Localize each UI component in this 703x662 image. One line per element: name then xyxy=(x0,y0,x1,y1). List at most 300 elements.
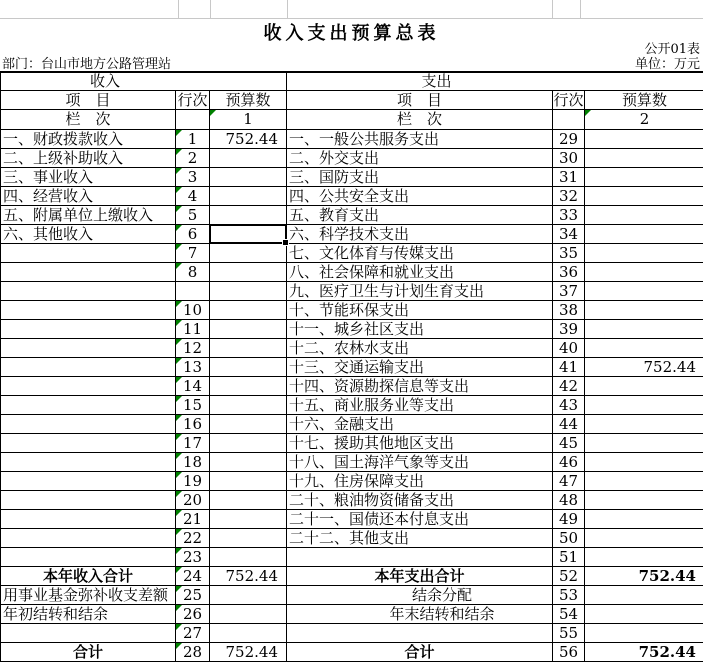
comment-indicator-icon xyxy=(176,529,182,535)
cell-expense-line-no[interactable] xyxy=(553,415,585,434)
cell-income-line-no[interactable] xyxy=(176,263,210,282)
cell-income-line-no[interactable] xyxy=(176,472,210,491)
cell-value-text: 四、公共安全支出 xyxy=(289,187,410,205)
cell-value-text: 三、国防支出 xyxy=(289,168,380,186)
cell-income-budget[interactable] xyxy=(210,263,287,282)
cell-income-line-no[interactable] xyxy=(176,187,210,206)
cell-value-text: 48 xyxy=(558,491,579,509)
comment-indicator-icon xyxy=(176,472,182,478)
cell-expense-item[interactable] xyxy=(287,643,553,662)
table-row xyxy=(1,110,703,130)
cell-value-text: 43 xyxy=(558,396,579,414)
cell-expense-line-no[interactable] xyxy=(553,225,585,244)
cell-expense-budget[interactable] xyxy=(585,529,703,548)
cell-expense-budget[interactable] xyxy=(585,282,703,301)
cell-value-text: 29 xyxy=(558,130,579,148)
cell-expense-line-no[interactable] xyxy=(553,643,585,662)
cell-value-text: 32 xyxy=(558,187,579,205)
comment-indicator-icon xyxy=(176,187,182,193)
cell-income-line-no[interactable] xyxy=(176,434,210,453)
gridline xyxy=(178,0,179,18)
cell-expense-item[interactable] xyxy=(287,510,553,529)
cell-expense-item[interactable] xyxy=(287,586,553,605)
cell-value-text: 六、其他收入 xyxy=(3,225,94,243)
cell-expense-line-no[interactable] xyxy=(553,453,585,472)
table-row xyxy=(1,586,703,605)
cell-expense-budget[interactable] xyxy=(585,434,703,453)
cell-income-budget[interactable] xyxy=(210,187,287,206)
cell-expense-line-no[interactable] xyxy=(553,244,585,263)
cell-value-text: 10 xyxy=(182,301,203,319)
cell-income-item[interactable] xyxy=(1,358,176,377)
table-body xyxy=(1,130,703,662)
cell-income-item[interactable] xyxy=(1,377,176,396)
cell-income-item[interactable] xyxy=(1,624,176,643)
expense-item-column-header[interactable]: 项 目 xyxy=(287,91,553,110)
cell-value-text: 21 xyxy=(182,510,203,528)
table-row xyxy=(1,472,703,491)
comment-indicator-icon xyxy=(176,320,182,326)
comment-indicator-icon xyxy=(176,130,182,136)
table-row xyxy=(1,529,703,548)
cell-value-text: 15 xyxy=(182,396,203,414)
cell-income-budget[interactable] xyxy=(210,510,287,529)
cell-value-text: 46 xyxy=(558,453,579,471)
cell-expense-budget[interactable] xyxy=(585,567,703,586)
cell-income-budget[interactable] xyxy=(210,529,287,548)
cell-expense-budget[interactable] xyxy=(585,472,703,491)
cell-value-text: 11 xyxy=(182,320,203,338)
fill-handle[interactable] xyxy=(282,239,289,246)
cell-expense-budget[interactable] xyxy=(585,548,703,567)
cell-expense-line-no[interactable] xyxy=(553,396,585,415)
cell-value-text: 4 xyxy=(187,187,198,205)
comment-indicator-icon xyxy=(176,149,182,155)
cell-income-item[interactable] xyxy=(1,130,176,149)
cell-value-text: 40 xyxy=(558,339,579,357)
cell-income-item[interactable] xyxy=(1,434,176,453)
cell-value-text: 752.44 xyxy=(643,358,696,376)
cell-value-text: 3 xyxy=(187,168,198,186)
cell-expense-budget[interactable] xyxy=(585,149,703,168)
cell-value-text: 27 xyxy=(182,624,203,642)
cell-expense-budget[interactable] xyxy=(585,244,703,263)
cell-value-text: 十二、农林水支出 xyxy=(289,339,410,357)
comment-indicator-icon xyxy=(176,643,182,649)
cell-value-text: 12 xyxy=(182,339,203,357)
cell-income-item[interactable] xyxy=(1,491,176,510)
gridline xyxy=(580,0,581,18)
cell-expense-line-no[interactable] xyxy=(553,130,585,149)
income-budget-column-header[interactable]: 预算数 xyxy=(210,91,287,110)
expense-rank-header[interactable]: 栏 次 xyxy=(287,110,553,130)
cell-expense-line-no[interactable] xyxy=(553,529,585,548)
cell-value-text: 一、一般公共服务支出 xyxy=(289,130,440,148)
cell-expense-line-no[interactable] xyxy=(553,510,585,529)
cell-income-budget[interactable] xyxy=(210,244,287,263)
cell-value-text: 十六、金融支出 xyxy=(289,415,395,433)
cell-expense-item[interactable] xyxy=(287,358,553,377)
cell-expense-line-no[interactable] xyxy=(553,149,585,168)
cell-value-text: 34 xyxy=(558,225,579,243)
comment-indicator-icon xyxy=(176,377,182,383)
cell-value-text: 28 xyxy=(182,643,203,661)
cell-income-budget[interactable] xyxy=(210,149,287,168)
page-title: 收入支出预算总表 xyxy=(263,23,440,44)
cell-income-line-no[interactable] xyxy=(176,130,210,149)
cell-income-item[interactable] xyxy=(1,396,176,415)
income-item-column-header[interactable]: 项 目 xyxy=(1,91,176,110)
cell-income-item[interactable] xyxy=(1,263,176,282)
cell-expense-item[interactable] xyxy=(287,301,553,320)
table-row xyxy=(1,643,703,662)
cell-expense-line-no[interactable] xyxy=(553,377,585,396)
cell-expense-budget[interactable] xyxy=(585,339,703,358)
comment-indicator-icon xyxy=(176,510,182,516)
cell-value-text: 31 xyxy=(558,168,579,186)
cell-expense-line-no[interactable] xyxy=(553,282,585,301)
cell-income-line-no[interactable] xyxy=(176,491,210,510)
cell-expense-budget[interactable] xyxy=(585,320,703,339)
cell-income-line-no[interactable] xyxy=(176,149,210,168)
cell-expense-item[interactable] xyxy=(287,605,553,624)
cell-value-text: 五、教育支出 xyxy=(289,206,380,224)
department-label: 部门：台山市地方公路管理站 xyxy=(2,57,172,72)
cell-expense-item[interactable] xyxy=(287,339,553,358)
gridline xyxy=(552,0,553,18)
cell-expense-item[interactable] xyxy=(287,168,553,187)
cell-income-budget[interactable] xyxy=(210,472,287,491)
table-row xyxy=(1,358,703,377)
cell-value-text: 7 xyxy=(187,244,198,262)
cell-income-item[interactable] xyxy=(1,453,176,472)
cell-income-line-no[interactable] xyxy=(176,358,210,377)
cell-expense-item[interactable] xyxy=(287,282,553,301)
table-row xyxy=(1,130,703,149)
table-row xyxy=(1,225,703,244)
cell-value-text: 用事业基金弥补收支差额 xyxy=(3,586,169,604)
cell-expense-budget[interactable] xyxy=(585,358,703,377)
cell-expense-line-no[interactable] xyxy=(553,567,585,586)
table-row xyxy=(1,282,703,301)
cell-value-text: 52 xyxy=(558,567,579,585)
cell-income-budget[interactable] xyxy=(210,396,287,415)
comment-indicator-icon xyxy=(585,110,591,116)
table-row xyxy=(1,187,703,206)
table-row xyxy=(1,605,703,624)
cell-income-budget[interactable] xyxy=(210,130,287,149)
cell-income-line-no[interactable] xyxy=(176,301,210,320)
cell-value-text: 33 xyxy=(558,206,579,224)
cell-income-item[interactable] xyxy=(1,529,176,548)
cell-value-text: 二十一、国债还本付息支出 xyxy=(289,510,470,528)
cell-value-text: 45 xyxy=(558,434,579,452)
cell-income-line-no[interactable] xyxy=(176,567,210,586)
cell-value-text: 13 xyxy=(182,358,203,376)
cell-income-item[interactable] xyxy=(1,510,176,529)
comment-indicator-icon xyxy=(176,244,182,250)
cell-value-text: 30 xyxy=(558,149,579,167)
cell-expense-budget[interactable] xyxy=(585,130,703,149)
cell-income-line-no[interactable] xyxy=(176,396,210,415)
budget-table xyxy=(0,71,703,662)
cell-value-text: 44 xyxy=(558,415,579,433)
cell-value-text: 36 xyxy=(558,263,579,281)
cell-income-item[interactable] xyxy=(1,339,176,358)
cell-income-item[interactable] xyxy=(1,168,176,187)
cell-income-line-no[interactable] xyxy=(176,415,210,434)
cell-income-item[interactable] xyxy=(1,225,176,244)
cell-income-item[interactable] xyxy=(1,415,176,434)
cell-expense-budget[interactable] xyxy=(585,301,703,320)
cell-expense-item[interactable] xyxy=(287,472,553,491)
income-column-index-cell[interactable] xyxy=(210,110,287,130)
cell-income-item[interactable] xyxy=(1,643,176,662)
cell-income-item[interactable] xyxy=(1,567,176,586)
cell-income-line-no[interactable] xyxy=(176,339,210,358)
cell-value-text: 1 xyxy=(243,110,253,128)
comment-indicator-icon xyxy=(176,263,182,269)
cell-expense-budget[interactable] xyxy=(585,415,703,434)
cell-income-budget[interactable] xyxy=(210,491,287,510)
comment-indicator-icon xyxy=(176,396,182,402)
cell-expense-budget[interactable] xyxy=(585,187,703,206)
cell-income-budget[interactable] xyxy=(210,206,287,225)
comment-indicator-icon xyxy=(176,168,182,174)
cell-expense-item[interactable] xyxy=(287,225,553,244)
income-rank-header[interactable]: 栏 次 xyxy=(1,110,176,130)
cell-value-text: 本年收入合计 xyxy=(42,567,133,585)
cell-value-text: 39 xyxy=(558,320,579,338)
cell-income-item[interactable] xyxy=(1,605,176,624)
selected-cell[interactable] xyxy=(210,225,287,244)
cell-expense-budget[interactable] xyxy=(585,491,703,510)
cell-expense-budget[interactable] xyxy=(585,605,703,624)
cell-income-line-no[interactable] xyxy=(176,225,210,244)
cell-value-text: 2 xyxy=(187,149,198,167)
comment-indicator-icon xyxy=(176,567,182,573)
cell-value-text: 本年支出合计 xyxy=(374,567,465,585)
cell-expense-line-no[interactable] xyxy=(553,168,585,187)
cell-value-text: 2 xyxy=(639,110,650,128)
cell-income-line-no[interactable] xyxy=(176,377,210,396)
cell-income-budget[interactable] xyxy=(210,643,287,662)
cell-income-budget[interactable] xyxy=(210,358,287,377)
comment-indicator-icon xyxy=(176,624,182,630)
comment-indicator-icon xyxy=(176,434,182,440)
cell-value-text: 14 xyxy=(182,377,203,395)
comment-indicator-icon xyxy=(176,415,182,421)
cell-value-text: 八、社会保障和就业支出 xyxy=(289,263,455,281)
cell-expense-line-no[interactable] xyxy=(553,434,585,453)
cell-expense-budget[interactable] xyxy=(585,263,703,282)
cell-expense-line-no[interactable] xyxy=(553,339,585,358)
comment-indicator-icon xyxy=(176,586,182,592)
cell-value-text: 19 xyxy=(182,472,203,490)
cell-value-text: 四、经营收入 xyxy=(3,187,94,205)
cell-value-text: 一、财政拨款收入 xyxy=(3,130,124,148)
cell-expense-line-no[interactable] xyxy=(553,472,585,491)
cell-expense-item[interactable] xyxy=(287,453,553,472)
cell-expense-budget[interactable] xyxy=(585,396,703,415)
cell-expense-line-no[interactable] xyxy=(553,358,585,377)
cell-expense-line-no[interactable] xyxy=(553,301,585,320)
cell-income-line-no[interactable] xyxy=(176,624,210,643)
cell-income-item[interactable] xyxy=(1,472,176,491)
cell-value-text: 二、上级补助收入 xyxy=(3,149,124,167)
cell-income-item[interactable] xyxy=(1,320,176,339)
cell-expense-line-no[interactable] xyxy=(553,263,585,282)
cell-expense-budget[interactable] xyxy=(585,168,703,187)
comment-indicator-icon xyxy=(176,301,182,307)
cell-income-line-no[interactable] xyxy=(176,510,210,529)
cell-expense-item[interactable] xyxy=(287,396,553,415)
cell-income-item[interactable] xyxy=(1,149,176,168)
cell-income-budget[interactable] xyxy=(210,586,287,605)
cell-income-item[interactable] xyxy=(1,586,176,605)
cell-income-budget[interactable] xyxy=(210,567,287,586)
cell-income-budget[interactable] xyxy=(210,320,287,339)
cell-expense-item[interactable] xyxy=(287,567,553,586)
cell-income-line-no[interactable] xyxy=(176,320,210,339)
cell-income-line-no[interactable] xyxy=(176,529,210,548)
expense-rank-line-blank[interactable] xyxy=(553,110,585,130)
table-row xyxy=(1,301,703,320)
cell-value-text: 23 xyxy=(182,548,203,566)
cell-expense-budget[interactable] xyxy=(585,643,703,662)
cell-income-item[interactable] xyxy=(1,301,176,320)
cell-value-text: 42 xyxy=(558,377,579,395)
cell-income-budget[interactable] xyxy=(210,415,287,434)
cell-income-line-no[interactable] xyxy=(176,605,210,624)
cell-expense-line-no[interactable] xyxy=(553,624,585,643)
cell-income-line-no[interactable] xyxy=(176,643,210,662)
cell-expense-item[interactable] xyxy=(287,491,553,510)
cell-expense-line-no[interactable] xyxy=(553,206,585,225)
cell-value-text: 合计 xyxy=(404,643,435,661)
cell-expense-item[interactable] xyxy=(287,320,553,339)
income-line-column-header[interactable]: 行次 xyxy=(176,91,210,110)
cell-income-budget[interactable] xyxy=(210,434,287,453)
table-row xyxy=(1,624,703,643)
cell-income-item[interactable] xyxy=(1,282,176,301)
comment-indicator-icon xyxy=(176,225,182,231)
expense-line-column-header[interactable]: 行次 xyxy=(553,91,584,109)
cell-value-text: 6 xyxy=(187,225,198,243)
income-rank-line-blank[interactable] xyxy=(176,110,210,130)
cell-value-text: 十、节能环保支出 xyxy=(289,301,410,319)
cell-expense-line-no[interactable] xyxy=(553,320,585,339)
cell-value-text: 二、外交支出 xyxy=(289,149,380,167)
cell-income-line-no[interactable] xyxy=(176,168,210,187)
cell-expense-item[interactable] xyxy=(287,529,553,548)
cell-income-item[interactable] xyxy=(1,244,176,263)
cell-income-item[interactable] xyxy=(1,187,176,206)
cell-value-text: 51 xyxy=(558,548,579,566)
cell-expense-line-no[interactable] xyxy=(553,187,585,206)
table-row xyxy=(1,320,703,339)
cell-income-line-no[interactable] xyxy=(176,206,210,225)
expense-budget-column-header[interactable]: 预算数 xyxy=(585,91,703,110)
cell-value-text: 5 xyxy=(187,206,198,224)
cell-value-text: 20 xyxy=(182,491,203,509)
table-row xyxy=(1,415,703,434)
cell-income-item[interactable] xyxy=(1,548,176,567)
comment-indicator-icon xyxy=(176,358,182,364)
cell-value-text: 17 xyxy=(182,434,203,452)
cell-income-budget[interactable] xyxy=(210,301,287,320)
cell-value-text: 结余分配 xyxy=(411,586,472,604)
cell-expense-line-no[interactable] xyxy=(553,491,585,510)
expense-column-index-cell[interactable] xyxy=(585,110,703,130)
cell-expense-item[interactable] xyxy=(287,263,553,282)
cell-income-budget[interactable] xyxy=(210,377,287,396)
cell-value-text: 六、科学技术支出 xyxy=(289,225,410,243)
cell-expense-item[interactable] xyxy=(287,206,553,225)
cell-expense-item[interactable] xyxy=(287,624,553,643)
cell-expense-line-no[interactable] xyxy=(553,548,585,567)
cell-expense-item[interactable] xyxy=(287,130,553,149)
cell-expense-line-no[interactable] xyxy=(553,586,585,605)
income-section-header[interactable]: 收入 xyxy=(1,73,287,91)
table-row xyxy=(1,206,703,225)
cell-value-text: 16 xyxy=(182,415,203,433)
cell-expense-item[interactable] xyxy=(287,548,553,567)
cell-income-budget[interactable] xyxy=(210,168,287,187)
form-number-label: 公开01表 xyxy=(644,42,700,57)
unit-label: 单位：万元 xyxy=(634,57,700,72)
cell-value-text: 752.44 xyxy=(225,567,278,585)
cell-expense-item[interactable] xyxy=(287,149,553,168)
cell-expense-item[interactable] xyxy=(287,434,553,453)
cell-expense-item[interactable] xyxy=(287,187,553,206)
cell-expense-budget[interactable] xyxy=(585,624,703,643)
cell-income-budget[interactable] xyxy=(210,624,287,643)
cell-expense-budget[interactable] xyxy=(585,510,703,529)
cell-income-item[interactable] xyxy=(1,206,176,225)
cell-expense-item[interactable] xyxy=(287,377,553,396)
cell-income-line-no[interactable] xyxy=(176,586,210,605)
cell-expense-budget[interactable] xyxy=(585,206,703,225)
comment-indicator-icon xyxy=(176,339,182,345)
cell-income-line-no[interactable] xyxy=(176,282,210,301)
cell-expense-item[interactable] xyxy=(287,415,553,434)
table-row xyxy=(1,396,703,415)
cell-value-text: 十九、住房保障支出 xyxy=(289,472,425,490)
cell-income-budget[interactable] xyxy=(210,453,287,472)
cell-income-budget[interactable] xyxy=(210,339,287,358)
cell-value-text: 50 xyxy=(558,529,579,547)
cell-income-budget[interactable] xyxy=(210,605,287,624)
expense-section-header[interactable]: 支出 xyxy=(287,73,703,91)
cell-income-budget[interactable] xyxy=(210,548,287,567)
cell-income-line-no[interactable] xyxy=(176,548,210,567)
cell-expense-budget[interactable] xyxy=(585,225,703,244)
cell-expense-line-no[interactable] xyxy=(553,605,585,624)
cell-value-text: 1 xyxy=(187,130,198,148)
comment-indicator-icon xyxy=(176,453,182,459)
cell-income-budget[interactable] xyxy=(210,282,287,301)
cell-income-line-no[interactable] xyxy=(176,453,210,472)
cell-income-line-no[interactable] xyxy=(176,244,210,263)
cell-expense-item[interactable] xyxy=(287,244,553,263)
cell-expense-budget[interactable] xyxy=(585,586,703,605)
cell-expense-budget[interactable] xyxy=(585,377,703,396)
table-row xyxy=(1,377,703,396)
cell-expense-budget[interactable] xyxy=(585,453,703,472)
cell-value-text: 752.44 xyxy=(638,567,696,585)
cell-value-text: 九、医疗卫生与计划生育支出 xyxy=(289,282,485,300)
